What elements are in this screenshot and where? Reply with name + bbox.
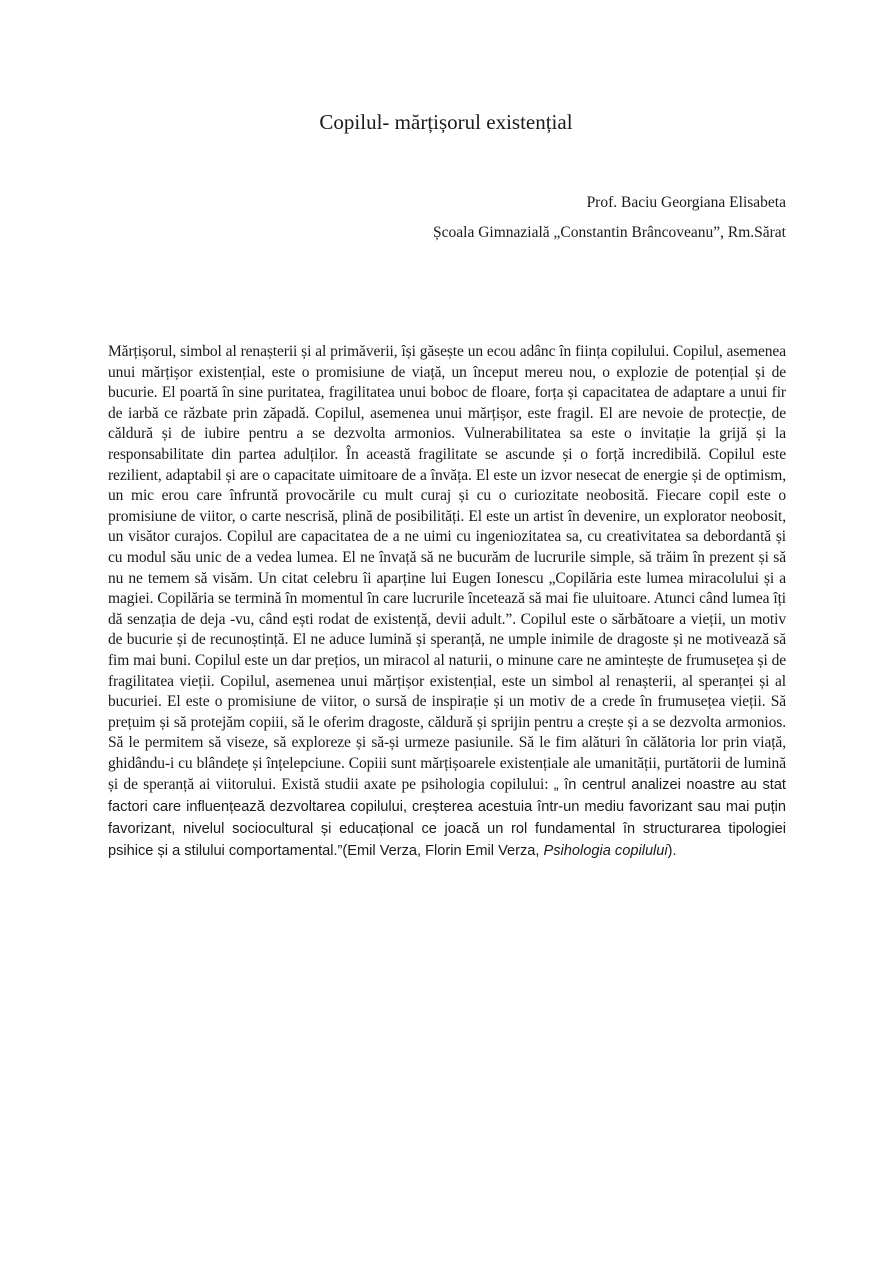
citation-end: ). xyxy=(667,843,677,860)
body-main-text: Mărțișorul, simbol al renașterii și al primăverii, își găsește un ecou adânc în ființa copilului. Copilul, asemenea unui mărțișor existențial, este o promisiune de viață, un început mereu nou, o explozie de potențial și de bucurie. El poartă în sine puritatea, fragilitatea unui boboc de floare, forța și capacitatea de adaptare a unui fir de iarbă ce răzbate prin zăpadă. Copilul, asemenea unui mărțișor, este fragil. El are nevoie de protecție, de căldură și de iubire pentru a se dezvolta armonios. Vulnerabilitatea sa este o invitație la grijă și la responsabilitate din partea adulților. În această fragilitate se ascunde și o forță incredibilă. Copilul este rezilient, adaptabil și are o capacitate uimitoare de a învăța. El este un izvor nesecat de energie și de optimism, un mic erou care înfruntă provocările cu mult curaj și cu o curiozitate neobosită. Fiecare copil este o promisiune de viitor, o carte nescrisă, plină de posibilități. El este un artist în devenire, un explorator neobosit, un visător curajos. Copilul are capacitatea de a ne uimi cu ingeniozitatea sa, cu creativitatea sa debordantă și cu modul său unic de a vedea lumea. El ne învață să ne bucurăm de lucrurile simple, să trăim în prezent și să nu ne temem să visăm. Un citat celebru îi aparține lui Eugen Ionescu „Copilăria este lumea miracolului și a magiei. Copilăria se termină în momentul în care lucrurile încetează să mai fie uluitoare. Atunci când lumea îți dă senzația de deja -vu, când ești rodat de existență, devii adult.”. Copilul este o sărbătoare a vieții, un motiv de bucurie și de recunoștință. El ne aduce lumină și speranță, ne umple inimile de dragoste și ne motivează să fim mai buni. Copilul este un dar prețios, un miracol al naturii, o minune care ne amintește de frumusețea și de fragilitatea vieții. Copilul, asemenea unui mărțișor existențial, este un simbol al renașterii, al speranței și al bucuriei. El este o promisiune de viitor, o sursă de inspirație și un motiv de a crede în frumusețea vieții. Să prețuim și să protejăm copiii, să le oferim dragoste, căldură și sprijin pentru a crește și a se dezvolta armonios. Să le permitem să viseze, să exploreze și să-și urmeze pasiunile. Să le fim alături în călătoria lor prin viață, ghidându-i cu blândețe și înțelepciune. Copiii sunt mărțișoarele existențiale ale umanității, purtătorii de lumină și de speranță ai viitorului. Există studii axate pe psihologia copilului: xyxy=(108,343,786,794)
book-title: Psihologia copilului xyxy=(543,843,668,860)
page-title: Copilul- mărțișorul existențial xyxy=(319,110,573,134)
author-name: Prof. Baciu Georgiana Elisabeta xyxy=(586,194,786,211)
body-paragraph xyxy=(108,342,786,862)
author-block xyxy=(433,193,786,243)
school-name: Școala Gimnazială „Constantin Brâncoveanu”, Rm.Sărat xyxy=(433,224,786,241)
quote-text: „ în centrul analizei noastre au stat factori care influențează dezvoltarea copilului, creșterea acestuia într-un mediu favorizant sau mai puțin favorizant, nivelul sociocultural și educațional ce joacă un rol fundamental în structurarea tipologiei psihice și a stilului comportamental.”(Emil Verza, Florin Emil Verza, xyxy=(108,777,786,860)
